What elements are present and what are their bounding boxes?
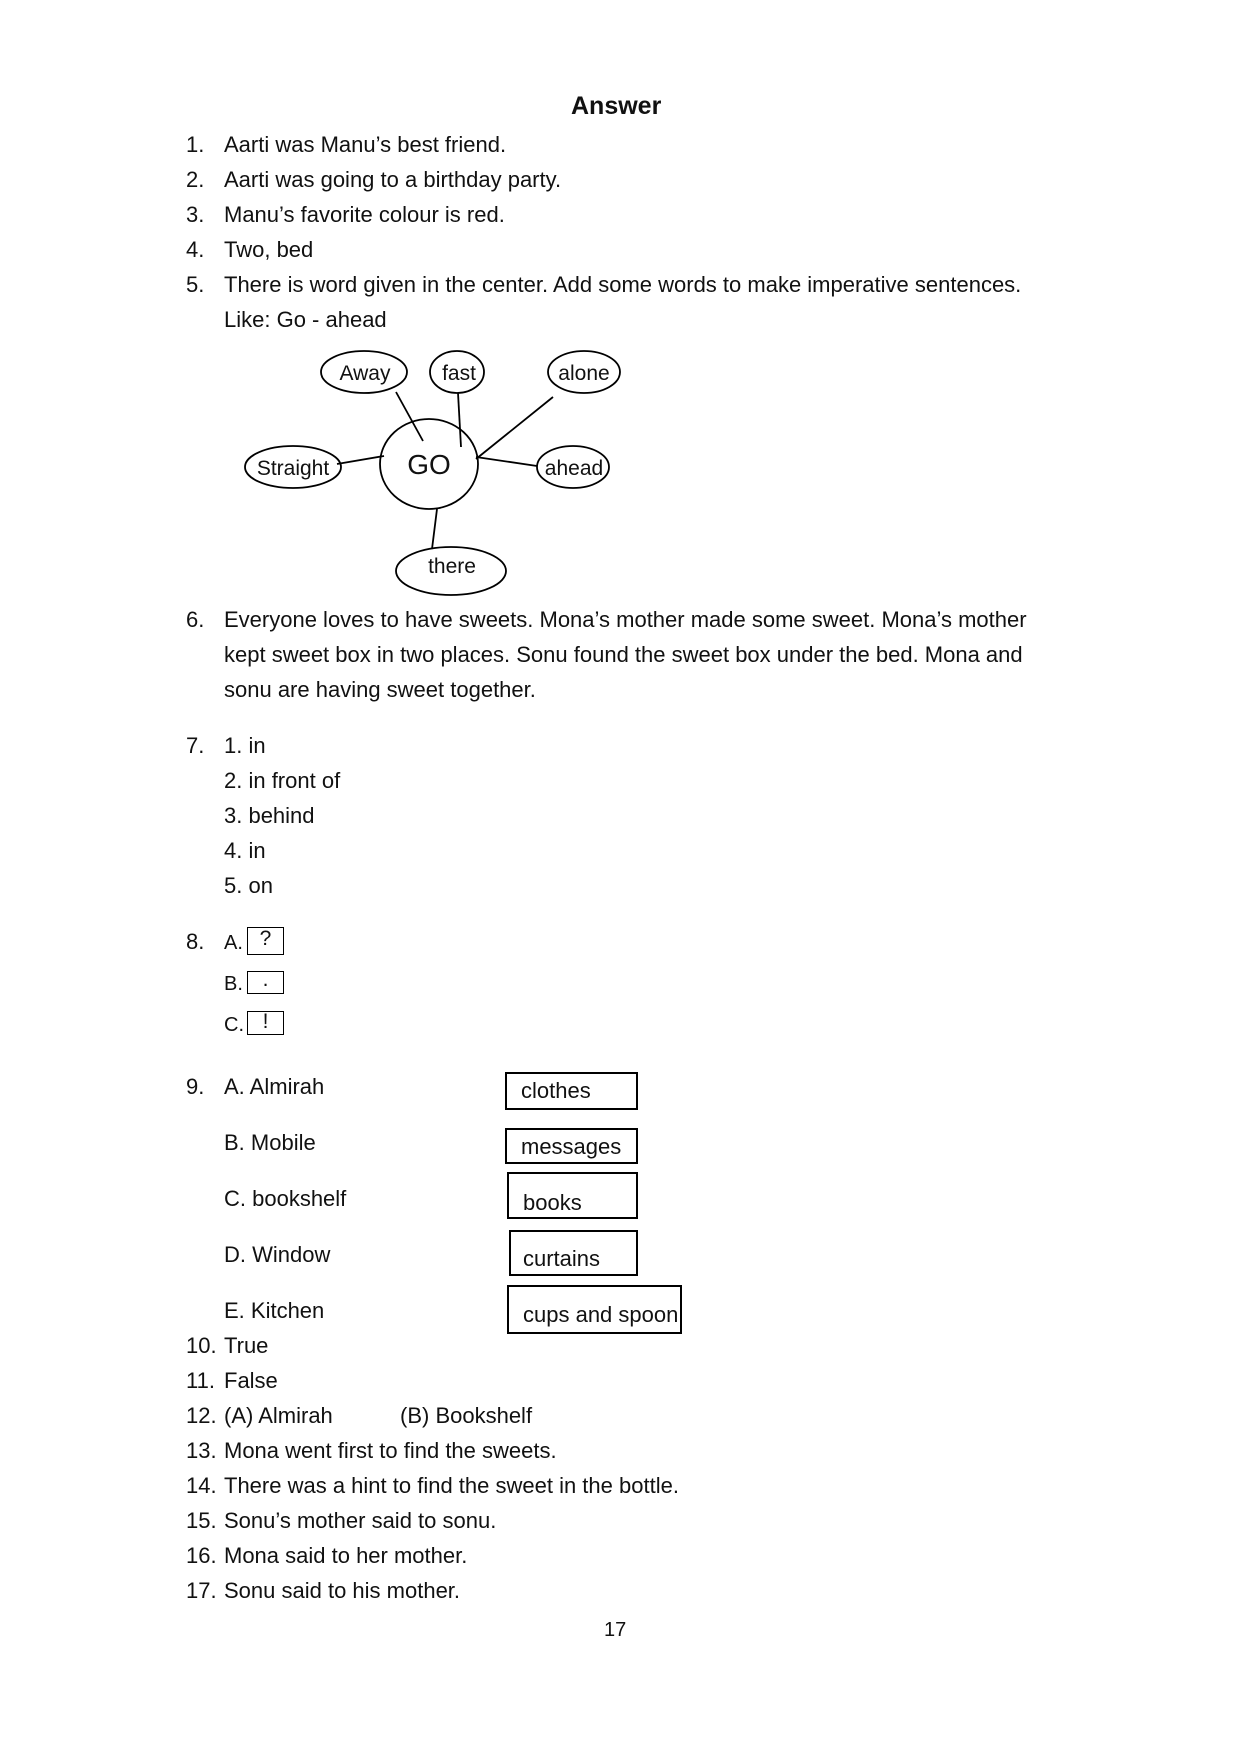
q6-number: 6. <box>186 607 205 632</box>
node-alone-label: alone <box>558 362 610 385</box>
q9-item-left: B. Mobile <box>224 1130 316 1155</box>
q9-item-left: E. Kitchen <box>224 1298 325 1323</box>
connector-ahead <box>476 457 537 466</box>
connector-fast <box>458 393 461 447</box>
node-fast-label: fast <box>442 362 476 385</box>
q4-number: 4. <box>186 237 205 262</box>
q7-item: 3. behind <box>224 803 315 828</box>
q14-answer: There was a hint to find the sweet in the bottle. <box>224 1473 679 1498</box>
q8-label-c: C. <box>224 1014 244 1036</box>
q14-number: 14. <box>186 1473 217 1498</box>
q10-answer: True <box>224 1333 269 1358</box>
connector-away <box>396 392 423 441</box>
q9-answer-box: messages <box>505 1128 638 1164</box>
word-web-diagram <box>0 0 1241 620</box>
q1-answer: Aarti was Manu’s best friend. <box>224 132 507 157</box>
q4-answer: Two, bed <box>224 237 314 262</box>
q8-label-a: A. <box>224 932 243 954</box>
q1-number: 1. <box>186 132 205 157</box>
q8-number: 8. <box>186 929 205 954</box>
q9-number: 9. <box>186 1074 205 1099</box>
q10-number: 10. <box>186 1333 217 1358</box>
q16-number: 16. <box>186 1543 217 1568</box>
q2-number: 2. <box>186 167 205 192</box>
connector-there <box>432 509 437 549</box>
q17-answer: Sonu said to his mother. <box>224 1578 461 1603</box>
q3-answer: Manu’s favorite colour is red. <box>224 202 505 227</box>
q15-answer: Sonu’s mother said to sonu. <box>224 1508 497 1533</box>
node-straight-label: Straight <box>256 457 330 480</box>
node-away-label: Away <box>339 362 391 385</box>
q7-item: 2. in front of <box>224 768 341 793</box>
q8-mark-box-b: . <box>247 971 284 994</box>
q6-line-1: Everyone loves to have sweets. Mona’s mother made some sweet. Mona’s mother <box>224 607 1027 632</box>
page-title: Answer <box>571 92 662 120</box>
q9-item-left: A. Almirah <box>224 1074 325 1099</box>
node-there-label: there <box>428 555 476 578</box>
q13-number: 13. <box>186 1438 217 1463</box>
q9-item-left: D. Window <box>224 1242 331 1267</box>
q7-item: 5. on <box>224 873 273 898</box>
q6-line-2: kept sweet box in two places. Sonu found the sweet box under the bed. Mona and <box>224 642 1023 667</box>
q6-line-3: sonu are having sweet together. <box>224 677 536 702</box>
q12-answer-a: (A) Almirah <box>224 1403 333 1428</box>
q8-mark-box-a: ? <box>247 927 284 955</box>
q7-item: 1. in <box>224 733 266 758</box>
q8-label-b: B. <box>224 973 243 995</box>
q17-number: 17. <box>186 1578 217 1603</box>
q2-answer: Aarti was going to a birthday party. <box>224 167 562 192</box>
q11-number: 11. <box>186 1368 215 1393</box>
q15-number: 15. <box>186 1508 217 1533</box>
node-ahead-label: ahead <box>544 457 604 480</box>
q9-answer-box: curtains <box>509 1230 638 1276</box>
q7-item: 4. in <box>224 838 266 863</box>
connector-straight <box>337 456 384 464</box>
q5-instruction: There is word given in the center. Add some words to make imperative sentences. <box>224 272 1022 297</box>
page-number: 17 <box>604 1619 627 1641</box>
q8-mark-box-c: ! <box>247 1011 284 1035</box>
q9-item-left: C. bookshelf <box>224 1186 347 1211</box>
connector-alone <box>476 397 553 459</box>
q3-number: 3. <box>186 202 205 227</box>
q7-number: 7. <box>186 733 205 758</box>
q9-answer-box: clothes <box>505 1072 638 1110</box>
q13-answer: Mona went first to find the sweets. <box>224 1438 557 1463</box>
q9-answer-box: cups and spoon <box>507 1285 682 1334</box>
q5-example: Like: Go - ahead <box>224 307 387 332</box>
q11-answer: False <box>224 1368 278 1393</box>
q16-answer: Mona said to her mother. <box>224 1543 468 1568</box>
q9-answer-box: books <box>507 1172 638 1219</box>
q12-answer-b: (B) Bookshelf <box>400 1403 533 1428</box>
q12-number: 12. <box>186 1403 217 1428</box>
q5-number: 5. <box>186 272 205 297</box>
node-center-label: GO <box>407 449 451 480</box>
